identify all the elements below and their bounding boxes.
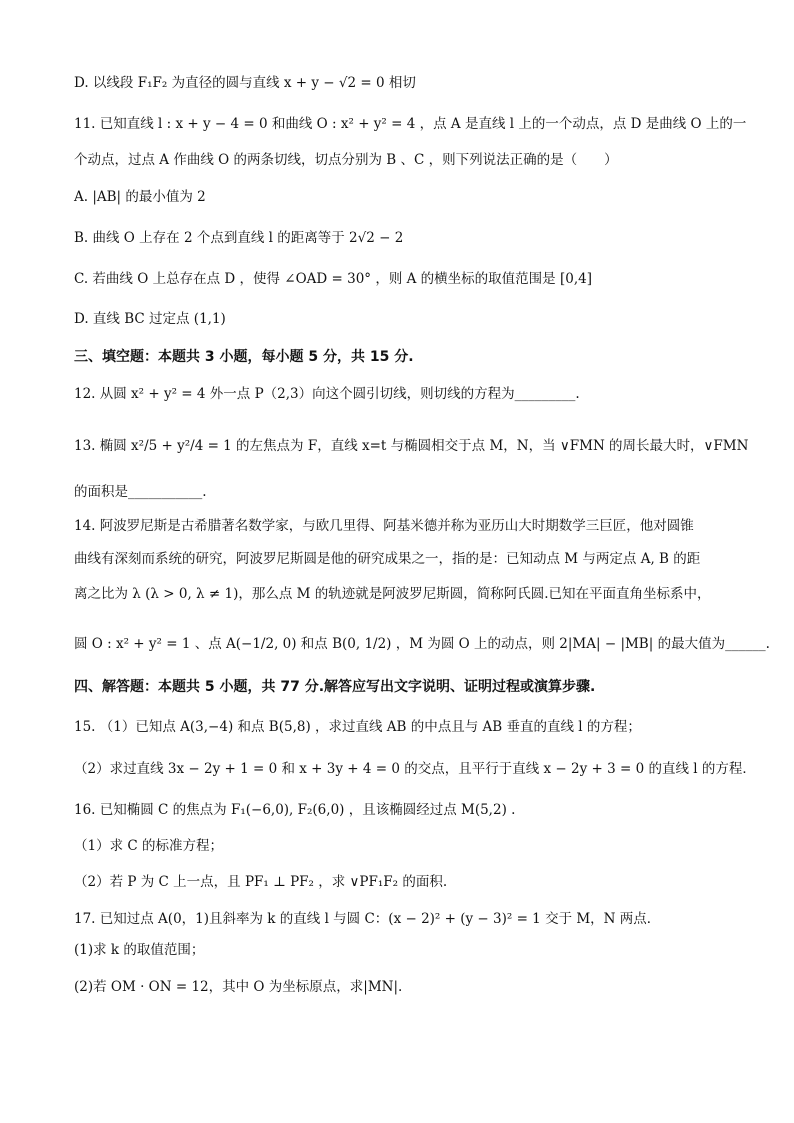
question-14-cont-1: 曲线有深刻而系统的研究，阿波罗尼斯圆是他的研究成果之一，指的是：已知动点 M 与两定点 A, B 的距 [74, 551, 701, 567]
option-a-q11: A. |AB| 的最小值为 2 [74, 189, 206, 205]
question-17: 17. 已知过点 A(0，1)且斜率为 k 的直线 l 与圆 C：(x − 2)² + (y − 3)² = 1 交于 M，N 两点． [74, 911, 661, 927]
question-11-stem-cont: 个动点，过点 A 作曲线 O 的两条切线，切点分别为 B 、C ，则下列说法正确的是（ ） [74, 152, 618, 168]
question-17-part-2: (2)若 OM · ON = 12，其中 O 为坐标原点，求|MN|. [74, 979, 403, 995]
question-15-part-1: 15. （1）已知点 A(3,−4) 和点 B(5,8) ，求过直线 AB 的中点且与 AB 垂直的直线 l 的方程； [74, 719, 641, 735]
option-d-q10: D. 以线段 F₁F₂ 为直径的圆与直线 x + y − √2 = 0 相切 [74, 75, 416, 91]
question-17-part-1: (1)求 k 的取值范围； [74, 942, 205, 958]
option-c-q11: C. 若曲线 O 上总存在点 D ，使得 ∠OAD = 30° ，则 A 的横坐标的取值范围是 [0,4] [74, 271, 592, 287]
option-b-q11: B. 曲线 O 上存在 2 个点到直线 l 的距离等于 2√2 − 2 [74, 230, 404, 246]
question-13: 13. 椭圆 x²/5 + y²/4 = 1 的左焦点为 F，直线 x=t 与椭圆相交于点 M，N，当 ∨FMN 的周长最大时，∨FMN [74, 438, 749, 454]
question-13-cont: 的面积是___________. [74, 484, 207, 500]
question-16-part-2: （2）若 P 为 C 上一点，且 PF₁ ⊥ PF₂ ，求 ∨PF₁F₂ 的面积. [74, 874, 448, 890]
section-heading-answers: 四、解答题：本题共 5 小题，共 77 分.解答应写出文字说明、证明过程或演算步骤. [74, 679, 596, 695]
question-16: 16. 已知椭圆 C 的焦点为 F₁(−6,0), F₂(6,0) ，且该椭圆经过点 M(5,2) . [74, 802, 516, 818]
question-11-stem: 11. 已知直线 l : x + y − 4 = 0 和曲线 O : x² + y² = 4 ，点 A 是直线 l 上的一个动点，点 D 是曲线 O 上的一 [74, 116, 747, 132]
section-heading-fill-in: 三、填空题：本题共 3 小题，每小题 5 分，共 15 分. [74, 349, 414, 365]
question-14: 14. 阿波罗尼斯是古希腊著名数学家，与欧几里得、阿基米德并称为亚历山大时期数学三巨匠，他对圆锥 [74, 518, 694, 534]
option-d-q11: D. 直线 BC 过定点 (1,1) [74, 311, 226, 327]
question-12: 12. 从圆 x² + y² = 4 外一点 P（2,3）向这个圆引切线，则切线的方程为_________. [74, 386, 580, 402]
question-14-cont-3: 圆 O : x² + y² = 1 、点 A(−1/2, 0) 和点 B(0, 1/2) ，M 为圆 O 上的动点，则 2|MA| − |MB| 的最大值为______. [74, 636, 770, 652]
question-14-cont-2: 离之比为 λ (λ > 0, λ ≠ 1)，那么点 M 的轨迹就是阿波罗尼斯圆，简称阿氏圆.已知在平面直角坐标系中， [74, 586, 711, 602]
question-16-part-1: （1）求 C 的标准方程； [74, 838, 224, 854]
question-15-part-2: （2）求过直线 3x − 2y + 1 = 0 和 x + 3y + 4 = 0 的交点，且平行于直线 x − 2y + 3 = 0 的直线 l 的方程． [74, 761, 756, 777]
